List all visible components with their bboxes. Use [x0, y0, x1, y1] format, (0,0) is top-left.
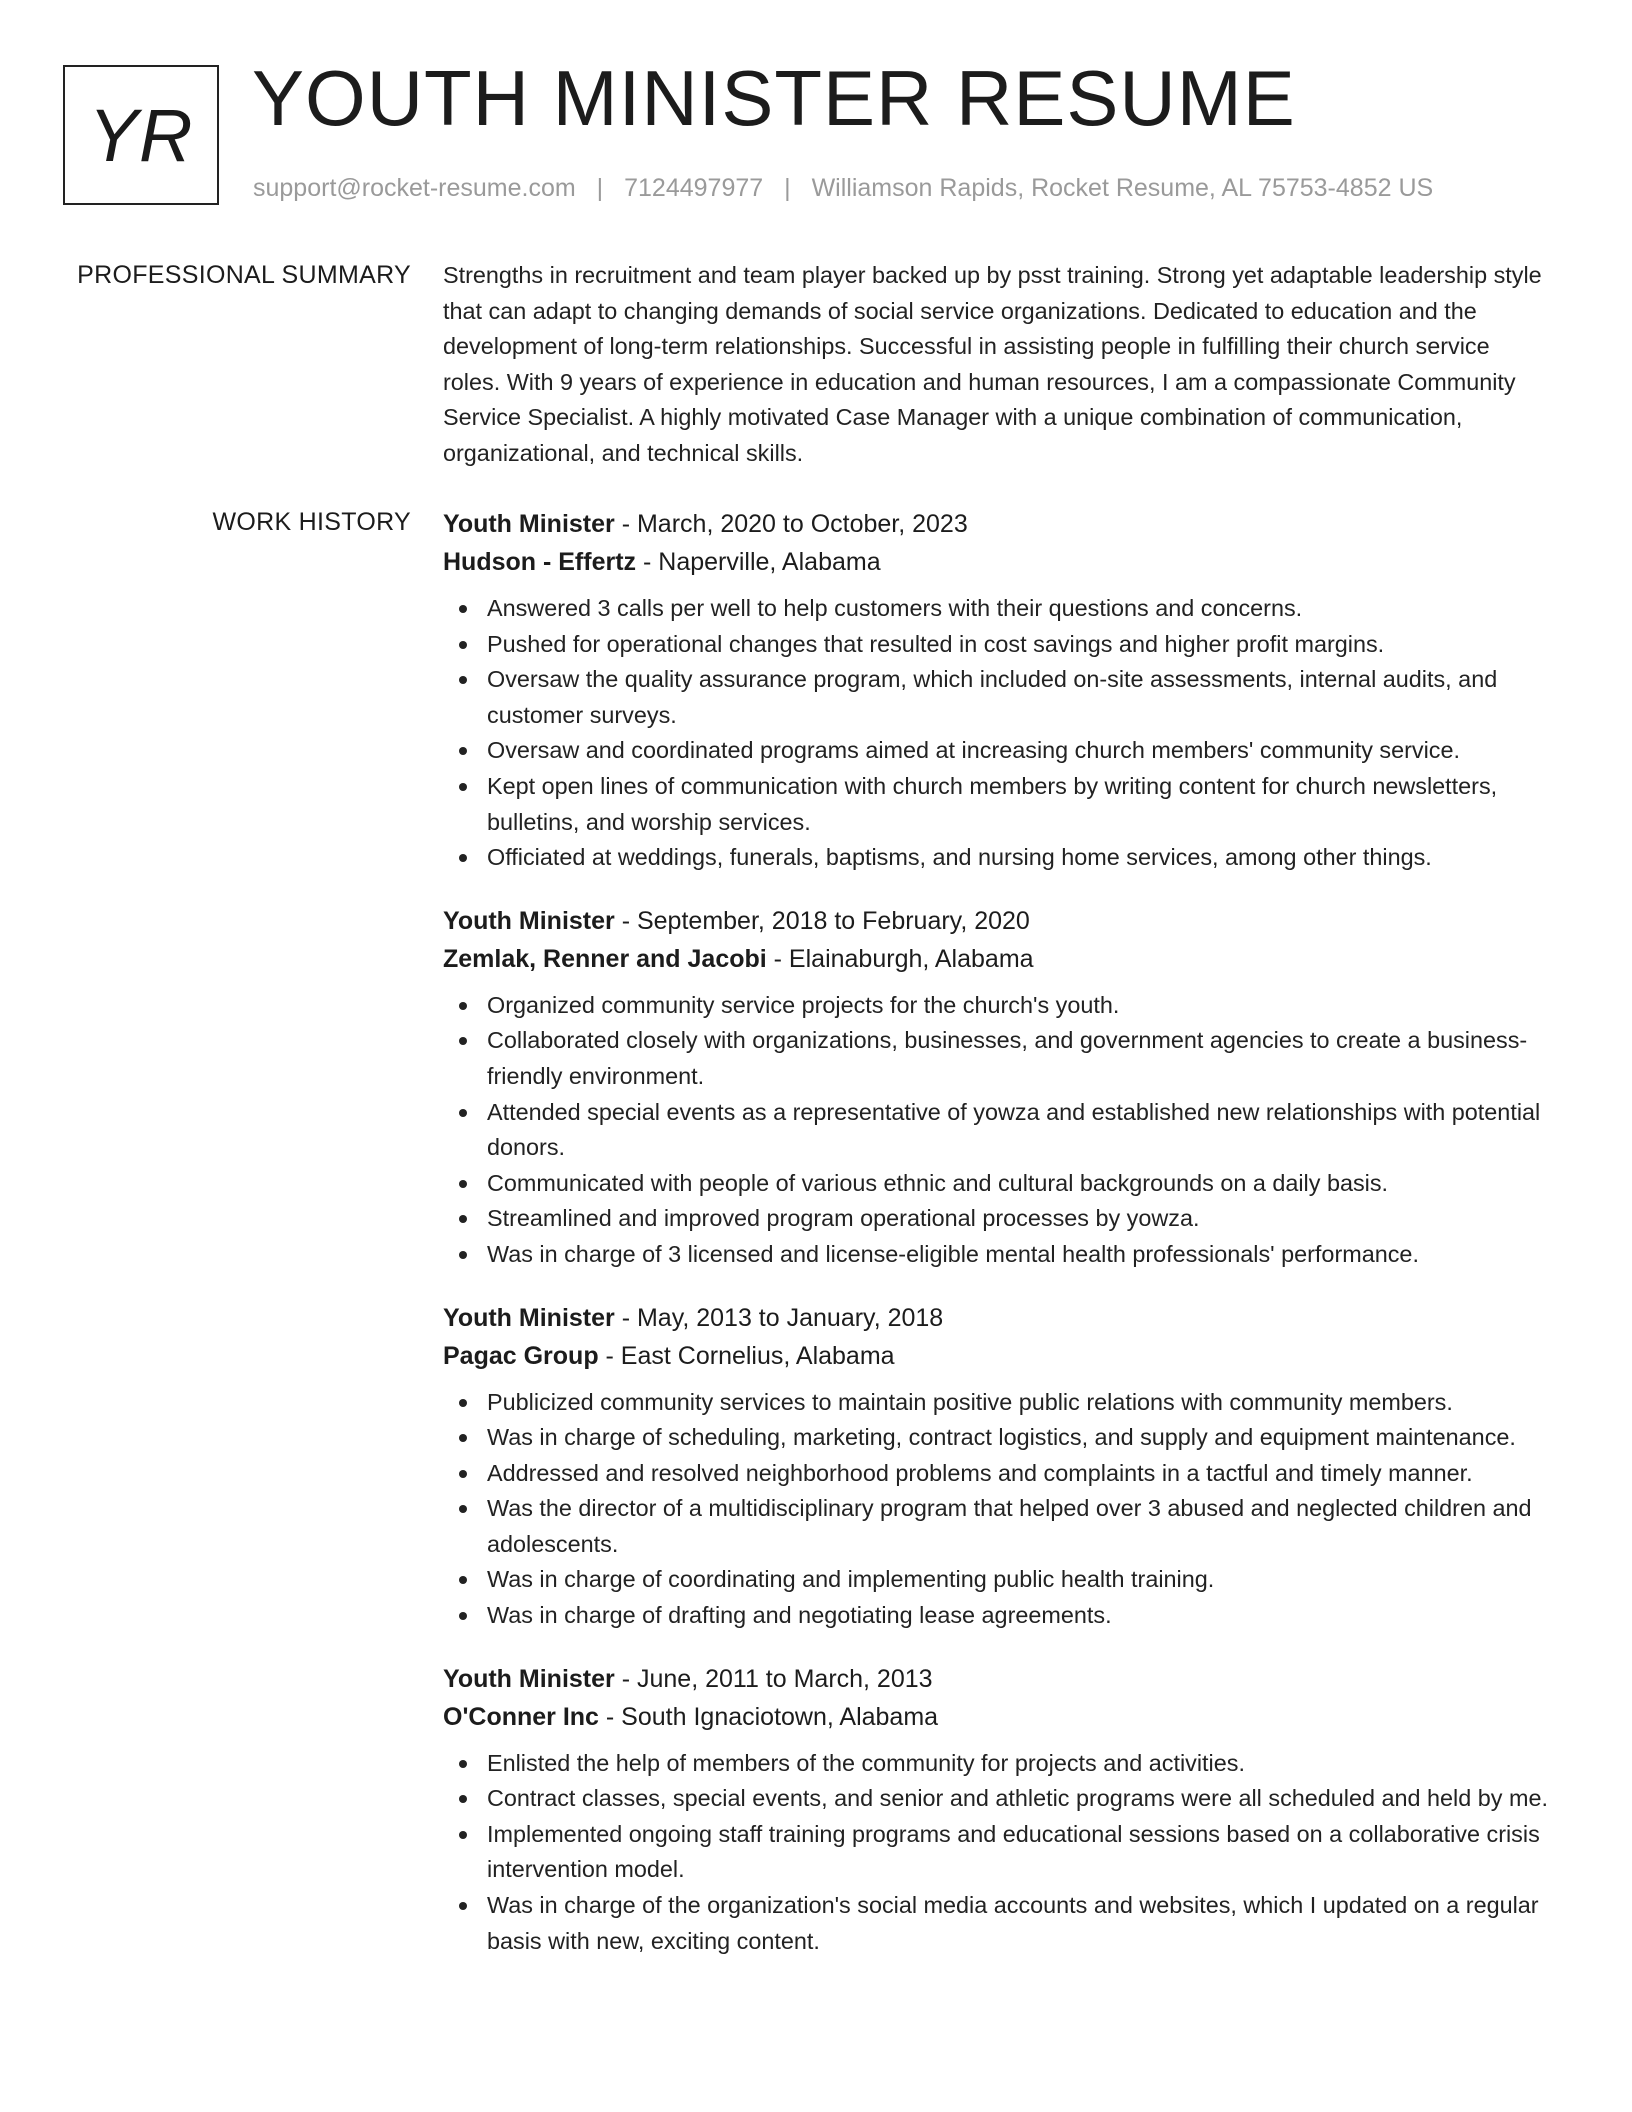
bullet-dot-icon — [459, 747, 467, 755]
job-company-line — [443, 940, 1553, 978]
resume-title: YOUTH MINISTER RESUME — [252, 54, 1296, 142]
job-duty-item — [443, 1781, 1553, 1817]
job-duty-text: Kept open lines of communication with church members by writing content for church newsletters, bulletins, and worship services. — [487, 772, 1498, 835]
job-duty-item — [443, 1888, 1553, 1959]
contact-separator: | — [596, 174, 604, 202]
job-duty-item — [443, 1817, 1553, 1888]
job-duty-text: Communicated with people of various ethnic and cultural backgrounds on a daily basis. — [487, 1169, 1389, 1196]
job-duty-item — [443, 1562, 1553, 1598]
job-company: Zemlak, Renner and Jacobi — [443, 944, 767, 973]
job-duty-text: Was in charge of coordinating and implementing public health training. — [487, 1566, 1215, 1593]
bullet-dot-icon — [459, 854, 467, 862]
job-duties-list — [443, 1746, 1553, 1960]
monogram-initials: YR — [88, 93, 194, 177]
job-dates: - March, 2020 to October, 2023 — [614, 510, 968, 538]
job-title-line — [443, 505, 1553, 543]
job-dates: - May, 2013 to January, 2018 — [614, 1303, 944, 1332]
bullet-dot-icon — [459, 1760, 467, 1768]
job-entry — [443, 902, 1553, 1273]
job-duty-text: Was in charge of 3 licensed and license-eligible mental health professionals' performance. — [487, 1240, 1419, 1267]
job-duty-text: Attended special events as a representative of yowza and established new relationships with potential donors. — [487, 1098, 1541, 1161]
job-duty-text: Was in charge of drafting and negotiating lease agreements. — [487, 1602, 1112, 1629]
bullet-dot-icon — [459, 1505, 467, 1513]
job-location: - East Cornelius, Alabama — [598, 1341, 895, 1370]
bullet-dot-icon — [459, 783, 467, 791]
contact-phone[interactable]: 7124497977 — [624, 174, 764, 202]
job-duty-text: Oversaw and coordinated programs aimed at increasing church members' community service. — [487, 737, 1460, 764]
job-company-line — [443, 1337, 1553, 1375]
job-dates: - June, 2011 to March, 2013 — [614, 1664, 933, 1693]
bullet-dot-icon — [459, 1215, 467, 1223]
job-location: - Naperville, Alabama — [636, 548, 881, 576]
job-entry — [443, 1299, 1553, 1634]
contact-line — [253, 173, 1433, 203]
job-duty-item — [443, 1420, 1553, 1456]
job-duty-text: Addressed and resolved neighborhood problems and complaints in a tactful and timely manner. — [487, 1459, 1473, 1486]
job-location: - Elainaburgh, Alabama — [766, 944, 1034, 973]
job-duty-text: Answered 3 calls per well to help customers with their questions and concerns. — [487, 595, 1303, 621]
job-duty-text: Was in charge of scheduling, marketing, contract logistics, and supply and equipment maintenance. — [487, 1424, 1516, 1451]
job-title: Youth Minister — [443, 1664, 615, 1693]
job-duty-text: Was in charge of the organization's social media accounts and websites, which I updated on a regular basis with new, exciting content. — [487, 1892, 1539, 1954]
job-duty-item — [443, 1023, 1553, 1094]
job-title: Youth Minister — [443, 1303, 615, 1332]
job-list — [443, 505, 1553, 1985]
job-duty-text: Implemented ongoing staff training programs and educational sessions based on a collaborative crisis intervention model. — [487, 1820, 1540, 1883]
summary-text: Strengths in recruitment and team player backed up by psst training. Strong yet adaptable leadership style that can adapt to changing demands of social service organizations. Dedicated to education and the development of long-term relationships. Successful in assisting people in fulfilling their church service roles. With 9 years of experience in education and human resources, I am a compassionate Community Service Specialist. A highly motivated Case Manager with a unique combination of communication, organizational, and technical skills. — [443, 262, 1542, 466]
job-duties-list — [443, 1385, 1553, 1634]
job-dates: - September, 2018 to February, 2020 — [614, 906, 1030, 935]
bullet-dot-icon — [459, 676, 467, 684]
job-duty-text: Officiated at weddings, funerals, baptisms, and nursing home services, among other things. — [487, 844, 1432, 871]
bullet-dot-icon — [459, 1251, 467, 1259]
job-duty-item — [443, 769, 1553, 840]
job-duty-text: Contract classes, special events, and senior and athletic programs were all scheduled and held by me. — [487, 1785, 1548, 1812]
job-duty-item — [443, 662, 1553, 733]
job-duty-text: Publicized community services to maintain positive public relations with community members. — [487, 1388, 1453, 1415]
job-duties-list — [443, 591, 1553, 876]
job-duty-item — [443, 1201, 1553, 1237]
job-company: Pagac Group — [443, 1341, 599, 1370]
bullet-dot-icon — [459, 641, 467, 649]
job-title-line — [443, 1299, 1553, 1337]
job-title: Youth Minister — [443, 906, 615, 935]
job-duty-text: Collaborated closely with organizations, businesses, and government agencies to create a business-friendly environment. — [487, 1027, 1528, 1089]
job-duty-item — [443, 1746, 1553, 1782]
bullet-dot-icon — [459, 1470, 467, 1478]
job-duties-list — [443, 988, 1553, 1273]
job-duty-item — [443, 1598, 1553, 1634]
job-duty-text: Was the director of a multidisciplinary program that helped over 3 abused and neglected children and adolescents. — [487, 1495, 1532, 1557]
job-duty-item — [443, 591, 1553, 627]
contact-separator: | — [784, 174, 791, 202]
bullet-dot-icon — [459, 605, 467, 613]
bullet-dot-icon — [459, 1902, 467, 1910]
bullet-dot-icon — [459, 1037, 467, 1045]
job-duty-text: Pushed for operational changes that resulted in cost savings and higher profit margins. — [487, 630, 1385, 657]
job-title-line — [443, 902, 1553, 940]
bullet-dot-icon — [459, 1795, 467, 1803]
job-duty-item — [443, 988, 1553, 1024]
job-duty-text: Organized community service projects for the church's youth. — [487, 991, 1120, 1018]
contact-address: Williamson Rapids, Rocket Resume, AL 75753-4852 US — [811, 174, 1434, 202]
bullet-dot-icon — [459, 1612, 467, 1620]
job-title: Youth Minister — [443, 510, 615, 538]
job-company: O'Conner Inc — [443, 1702, 599, 1731]
bullet-dot-icon — [459, 1180, 467, 1188]
bullet-dot-icon — [459, 1399, 467, 1407]
job-duty-item — [443, 1237, 1553, 1273]
bullet-dot-icon — [459, 1434, 467, 1442]
job-duty-text: Oversaw the quality assurance program, which included on-site assessments, internal audits, and customer surveys. — [487, 666, 1498, 728]
job-location: - South Ignaciotown, Alabama — [598, 1702, 939, 1731]
job-duty-text: Enlisted the help of members of the community for projects and activities. — [487, 1749, 1245, 1776]
job-company-line — [443, 543, 1553, 581]
work-history-heading: WORK HISTORY — [212, 508, 411, 536]
job-duty-item — [443, 1456, 1553, 1492]
job-entry — [443, 505, 1553, 876]
bullet-dot-icon — [459, 1109, 467, 1117]
summary-heading: PROFESSIONAL SUMMARY — [77, 261, 411, 289]
job-company-line — [443, 1698, 1553, 1736]
job-duty-item — [443, 627, 1553, 663]
bullet-dot-icon — [459, 1576, 467, 1584]
contact-email[interactable]: support@rocket-resume.com — [253, 174, 576, 202]
job-duty-item — [443, 733, 1553, 769]
job-duty-item — [443, 1385, 1553, 1421]
job-company: Hudson - Effertz — [443, 548, 637, 576]
job-duty-item — [443, 1095, 1553, 1166]
monogram-box — [63, 65, 219, 205]
bullet-dot-icon — [459, 1831, 467, 1839]
job-duty-item — [443, 1491, 1553, 1562]
job-duty-item — [443, 1166, 1553, 1202]
job-title-line — [443, 1660, 1553, 1698]
job-entry — [443, 1660, 1553, 1960]
bullet-dot-icon — [459, 1002, 467, 1010]
job-duty-text: Streamlined and improved program operational processes by yowza. — [487, 1205, 1200, 1232]
job-duty-item — [443, 840, 1553, 876]
